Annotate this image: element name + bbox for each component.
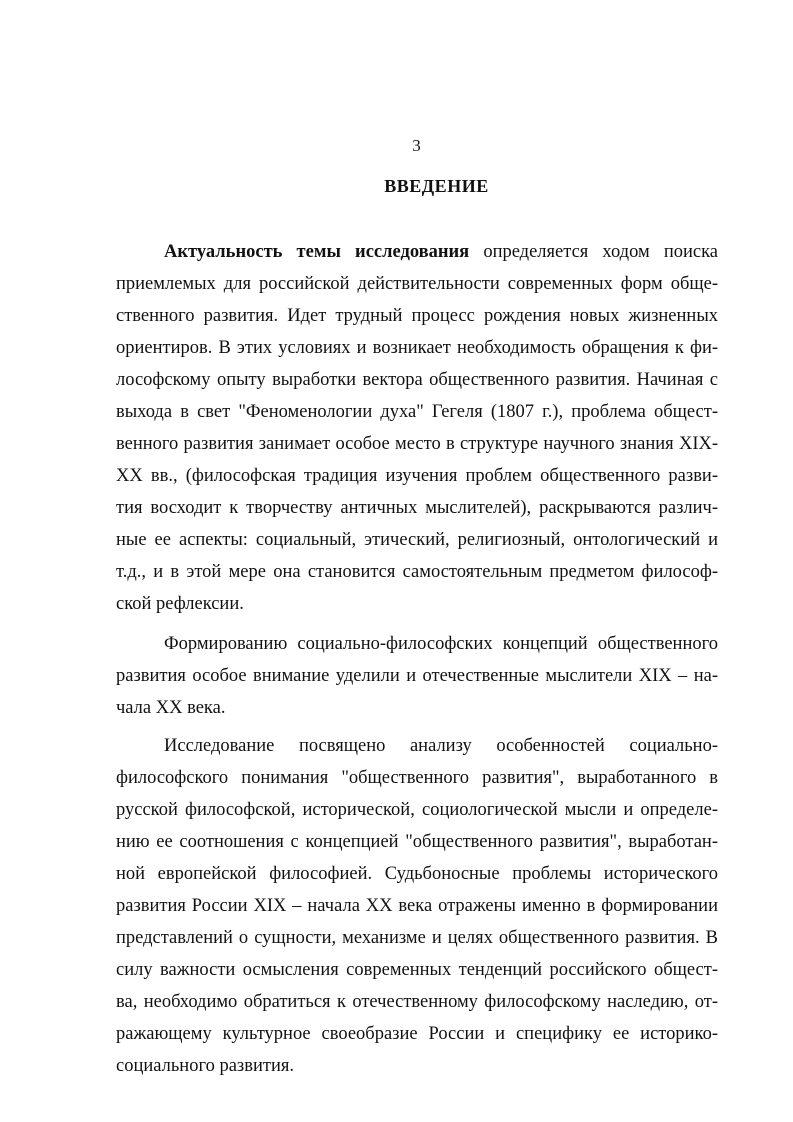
text-line: ва, необходимо обратиться к отечественному философскому наследию, от- bbox=[116, 992, 718, 1012]
section-heading: ВВЕДЕНИЕ bbox=[384, 176, 489, 196]
text-line: развития особое внимание уделили и отечественные мыслители XIX – на- bbox=[116, 666, 718, 686]
text-line: Формированию социально-философских концепций общественного bbox=[164, 634, 718, 654]
text-line: венного развития занимает особое место в структуре научного знания XIX- bbox=[116, 434, 718, 454]
text-line: развития России XIX – начала XX века отражены именно в формировании bbox=[116, 896, 718, 916]
text-line: Исследование посвящено анализу особенностей социально- bbox=[164, 736, 718, 756]
text-line: философского понимания "общественного развития", выработанного в bbox=[116, 768, 718, 788]
text-line: лософскому опыту выработки вектора общественного развития. Начиная с bbox=[116, 370, 718, 390]
text-line: выхода в свет "Феноменологии духа" Гегеля (1807 г.), проблема общест- bbox=[116, 402, 718, 422]
text-line: тия восходит к творчеству античных мыслителей), раскрываются различ- bbox=[116, 498, 718, 518]
page-number: 3 bbox=[412, 136, 421, 155]
text-line-rest: определяется ходом поиска bbox=[469, 242, 719, 262]
text-line bbox=[164, 240, 718, 264]
text-line: ственного развития. Идет трудный процесс рождения новых жизненных bbox=[116, 306, 718, 326]
text-line: ные ее аспекты: социальный, этический, религиозный, онтологический и bbox=[116, 530, 718, 550]
text-line: русской философской, исторической, социологической мысли и определе- bbox=[116, 800, 718, 820]
text-line: нию ее соотношения с концепцией "общественного развития", выработан- bbox=[116, 832, 718, 852]
text-line: ной европейской философией. Судьбоносные проблемы исторического bbox=[116, 864, 718, 884]
bold-lead: Актуальность темы исследования bbox=[164, 242, 470, 262]
text-line: чала XX века. bbox=[116, 698, 226, 718]
text-line: XX вв., (философская традиция изучения проблем общественного разви- bbox=[116, 466, 718, 486]
text-line: силу важности осмысления современных тенденций российского общест- bbox=[116, 960, 718, 980]
text-line: т.д., и в этой мере она становится самостоятельным предметом философ- bbox=[116, 562, 718, 582]
text-line: ражающему культурное своеобразие России и специфику ее историко- bbox=[116, 1024, 718, 1044]
text-line: социального развития. bbox=[116, 1056, 294, 1076]
text-line: ской рефлексии. bbox=[116, 594, 244, 614]
text-line: представлений о сущности, механизме и целях общественного развития. В bbox=[116, 928, 718, 948]
text-line: приемлемых для российской действительности современных форм обще- bbox=[116, 274, 718, 294]
text-line: ориентиров. В этих условиях и возникает необходимость обращения к фи- bbox=[116, 338, 718, 358]
